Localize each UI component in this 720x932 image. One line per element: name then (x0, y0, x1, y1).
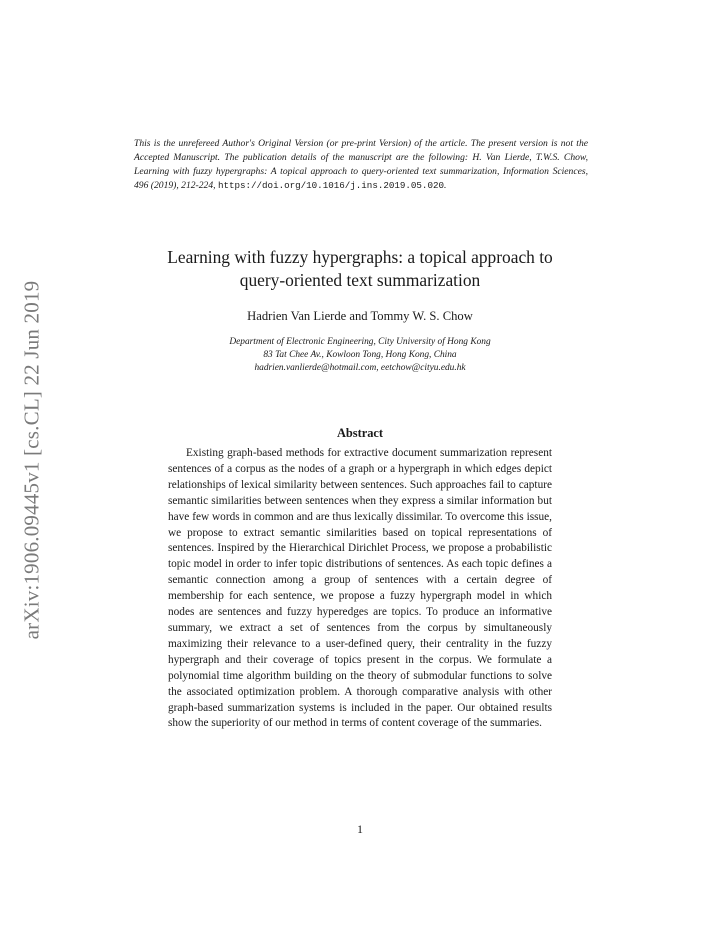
affiliation-address: 83 Tat Chee Av., Kowloon Tong, Hong Kong, China (263, 350, 457, 360)
arxiv-sidebar-stamp (0, 0, 60, 932)
preprint-notice (134, 137, 588, 193)
affiliation-department: Department of Electronic Engineering, City University of Hong Kong (229, 337, 491, 347)
page-number: 1 (357, 822, 363, 836)
paper-authors: Hadrien Van Lierde and Tommy W. S. Chow (247, 309, 473, 323)
preprint-notice-end: . (444, 180, 447, 191)
doi-link[interactable]: https://doi.org/10.1016/j.ins.2019.05.020 (217, 180, 444, 191)
preprint-notice-text: This is the unrefereed Author's Original Version (or pre-print Version) of the article. The present version is not the Accepted Manuscript. The publication details of the manuscript are the following: H. Van Lierde, T.W.S. Chow, Learning with fuzzy hypergraphs: A topical approach to query-oriented text summarization, Information Sciences, 496 (2019), 212-224, (134, 138, 588, 191)
paper-title-line-2: query-oriented text summarization (239, 270, 481, 290)
author-affiliation (130, 336, 590, 375)
affiliation-emails: hadrien.vanlierde@hotmail.com, eetchow@cityu.edu.hk (254, 363, 466, 373)
arxiv-identifier: arXiv:1906.09445v1 [cs.CL] 22 Jun 2019 (19, 280, 44, 640)
paper-title-line-1: Learning with fuzzy hypergraphs: a topical approach to (167, 247, 553, 267)
abstract-body: Existing graph-based methods for extractive document summarization represent sentences of a corpus as the nodes of a graph or a hypergraph in which edges depict relationships of lexical similarity between sentences. Such approaches fail to capture semantic similarities between sentences when they express a similar information but have few words in common and are thus lexically dissimilar. To overcome this issue, we propose to extract semantic similarities based on topical representations of sentences. Inspired by the Hierarchical Dirichlet Process, we propose a probabilistic topic model in order to infer topic distributions of sentences. As each topic defines a semantic connection among a group of sentences with a certain degree of membership for each sentence, we propose a fuzzy hypergraph model in which nodes are sentences and fuzzy hyperedges are topics. To produce an informative summary, we extract a set of sentences from the corpus by simultaneously maximizing their relevance to a user-defined query, their centrality in the fuzzy hypergraph and their coverage of topics present in the corpus. We formulate a polynomial time algorithm building on the theory of submodular functions to solve the associated optimization problem. A thorough comparative analysis with other graph-based summarization systems is included in the paper. Our obtained results show the superiority of our method in terms of content coverage of the summaries. (168, 447, 552, 730)
abstract-heading: Abstract (336, 426, 384, 440)
paper-title (130, 246, 590, 292)
